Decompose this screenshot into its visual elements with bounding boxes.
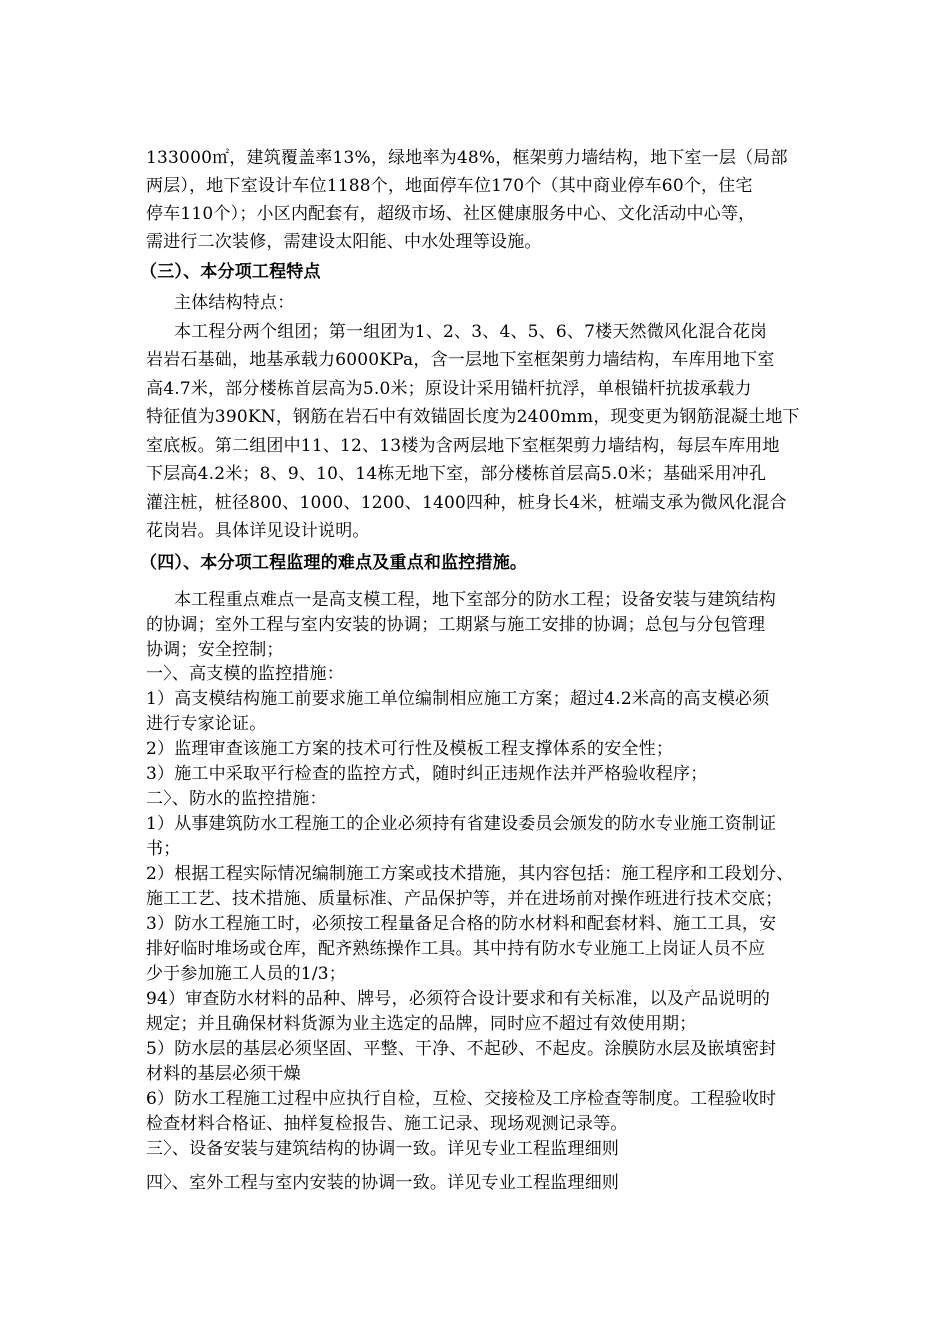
body-line: 2）监理审查该施工方案的技术可行性及模板工程支撑体系的安全性； <box>146 739 674 759</box>
body-line: 本工程分两个组团；第一组团为1、2、3、4、5、6、7楼天然微风化混合花岗 <box>174 322 768 342</box>
body-line: 下层高4.2米；8、9、10、14栋无地下室，部分楼栋首层高5.0米；基础采用冲孔 <box>146 464 767 484</box>
body-line: 规定；并且确保材料货源为业主选定的品牌，同时应不超过有效使用期； <box>146 1014 697 1034</box>
body-line: 高4.7米，部分楼栋首层高为5.0米；原设计采用锚杆抗浮，单根锚杆抗拔承载力 <box>146 379 752 399</box>
intro-line: 停车110个）；小区内配套有，超级市场、社区健康服务中心、文化活动中心等， <box>146 204 756 224</box>
body-line: 本工程重点难点一是高支模工程，地下室部分的防水工程；设备安装与建筑结构 <box>174 590 776 610</box>
body-line: 室底板。第二组团中11、12、13楼为含两层地下室框架剪力墙结构，每层车库用地 <box>146 436 780 456</box>
body-line: 1）高支模结构施工前要求施工单位编制相应施工方案；超过4.2米高的高支模必须 <box>146 689 770 709</box>
body-line: 的协调；室外工程与室内安装的协调；工期紧与施工安排的协调；总包与分包管理 <box>146 615 766 635</box>
intro-line: 133000㎡，建筑覆盖率13%，绿地率为48%，框架剪力墙结构，地下室一层（局部 <box>146 148 788 168</box>
intro-line: 两层），地下室设计车位1188个，地面停车位170个（其中商业停车60个，住宅 <box>146 176 753 196</box>
body-line: 二〉、防水的监控措施： <box>146 789 327 809</box>
body-line: 岩岩石基础，地基承载力6000KPa，含一层地下室框架剪力墙结构，车库用地下室 <box>146 350 775 370</box>
intro-line: 需进行二次装修，需建设太阳能、中水处理等设施。 <box>146 232 542 252</box>
body-line: 检查材料合格证、抽样复检报告、施工记录、现场观测记录等。 <box>146 1114 628 1134</box>
body-line: 3）施工中采取平行检查的监控方式，随时纠正违规作法并严格验收程序； <box>146 764 708 784</box>
body-line: 6）防水工程施工过程中应执行自检，互检、交接检及工序检查等制度。工程验收时 <box>146 1089 777 1109</box>
body-line: 1）从事建筑防水工程施工的企业必须持有省建设委员会颁发的防水专业施工资制证 <box>146 814 777 834</box>
body-line: 三〉、设备安装与建筑结构的协调一致。详见专业工程监理细则 <box>146 1139 620 1159</box>
body-line: 协调；安全控制； <box>146 640 284 660</box>
body-line: 特征值为390KN，钢筋在岩石中有效锚固长度为2400mm，现变更为钢筋混凝土地下 <box>146 407 800 427</box>
body-line: 四〉、室外工程与室内安装的协调一致。详见专业工程监理细则 <box>146 1173 620 1193</box>
body-line: 花岗岩。具体详见设计说明。 <box>146 521 370 541</box>
body-line: 94）审查防水材料的品种、牌号，必须符合设计要求和有关标准，以及产品说明的 <box>146 989 771 1009</box>
section-heading: （四）、本分项工程监理的难点及重点和监控措施。 <box>140 553 528 573</box>
section-subheading: 主体结构特点： <box>174 293 295 313</box>
body-line: 3）防水工程施工时，必须按工程量备足合格的防水材料和配套材料、施工工具，安 <box>146 914 777 934</box>
body-line: 排好临时堆场或仓库，配齐熟练操作工具。其中持有防水专业施工上岗证人员不应 <box>146 939 766 959</box>
body-line: 进行专家论证。 <box>146 714 267 734</box>
section-heading: （三）、本分项工程特点 <box>140 262 321 282</box>
body-line: 5）防水层的基层必须坚固、平整、干净、不起砂、不起皮。涂膜防水层及嵌填密封 <box>146 1039 777 1059</box>
body-line: 灌注桩，桩径800、1000、1200、1400四种，桩身长4米，桩端支承为微风化混合 <box>146 493 787 513</box>
body-line: 书； <box>146 839 181 859</box>
body-line: 材料的基层必须干燥 <box>146 1064 301 1084</box>
body-line: 一〉、高支模的监控措施： <box>146 664 344 684</box>
body-line: 少于参加施工人员的1/3； <box>146 964 346 984</box>
body-line: 施工工艺、技术措施、质量标准、产品保护等，并在进场前对操作班进行技术交底； <box>146 889 783 909</box>
body-line: 2）根据工程实际情况编制施工方案或技术措施，其内容包括：施工程序和工段划分、 <box>146 864 794 884</box>
